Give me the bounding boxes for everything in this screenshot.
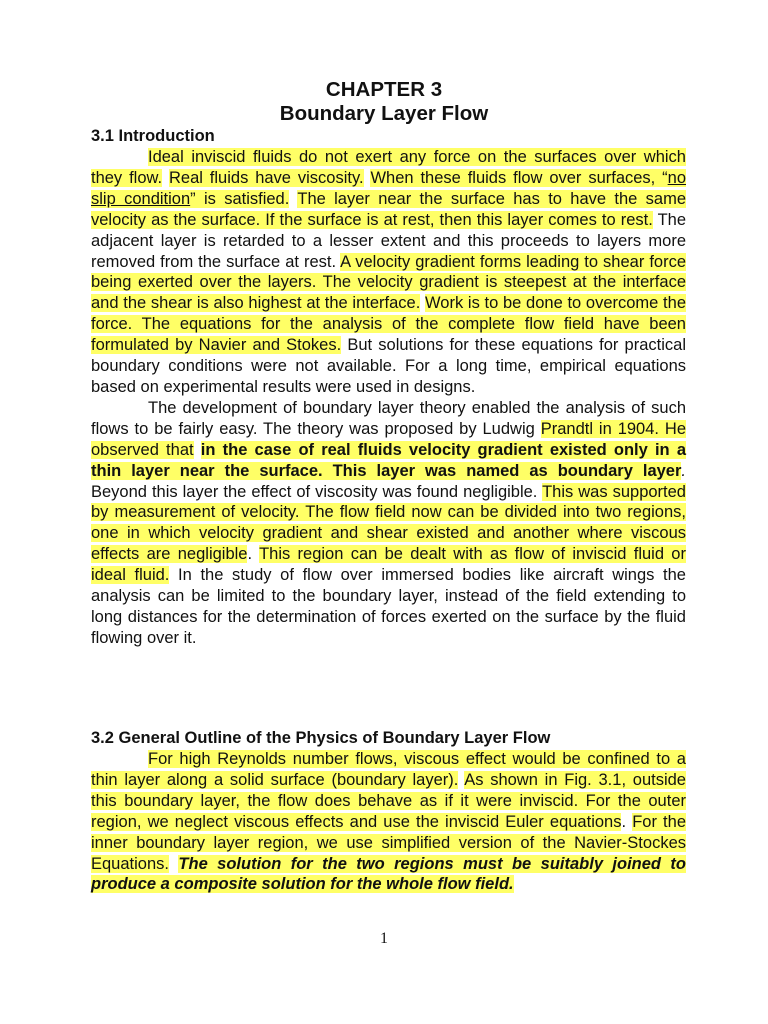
section-physics-outline-body: [91, 749, 686, 895]
text-run: Beyond this layer the effect of viscosity was found negligible.: [91, 482, 538, 501]
highlighted-text: A velocity gradient forms leading to shear force being exerted over the layers. The velocity gradient is steepest at the interface and the shear is also highest at the interface.: [91, 252, 686, 313]
underlined-text: no slip condition: [91, 168, 686, 208]
text-run: ” is satisfied.: [190, 189, 290, 208]
section-heading-introduction: 3.1 Introduction: [91, 127, 215, 145]
highlighted-text: For high Reynolds number flows, viscous effect would be confined to a thin layer along a solid surface (boundary layer).: [91, 750, 686, 789]
text-run: The adjacent layer is retarded to a lesser extent and this proceeds to layers more removed from the surface at rest.: [91, 210, 686, 271]
highlighted-text: For the inner boundary layer region, we use simplified version of the Navier-Stockes Equations.: [91, 812, 686, 873]
paragraph: [91, 147, 686, 398]
highlighted-text: This region can be dealt with as flow of inviscid fluid or ideal fluid.: [91, 545, 686, 585]
highlighted-text: Ideal inviscid fluids do not exert any force on the surfaces over which they flow.: [91, 148, 686, 187]
text-run: .: [681, 461, 686, 480]
text-run: When these fluids flow over surfaces, “: [370, 168, 668, 187]
highlighted-text: This was supported by measurement of velocity. The flow field now can be divided into two regions, one in which velocity gradient and shear existed and another where viscous effects are negligible: [91, 482, 686, 564]
page-number: 1: [380, 930, 388, 947]
highlighted-text: Work is to be done to overcome the force. The equations for the analysis of the complete flow field have been formulated by Navier and Stokes.: [91, 294, 686, 355]
paragraph: [91, 398, 686, 649]
section-introduction-body: [91, 147, 686, 649]
chapter-title: Boundary Layer Flow: [279, 102, 489, 125]
highlighted-text: Prandtl in 1904. He observed that: [91, 419, 686, 459]
highlighted-text: The layer near the surface has to have the same velocity as the surface. If the surface is at rest, then this layer comes to rest.: [91, 189, 686, 229]
highlighted-text: Real fluids have viscosity.: [168, 168, 364, 187]
bold-italic-highlighted-text: The solution for the two regions must be suitably joined to produce a composite solution for the whole flow field.: [91, 854, 686, 894]
text-run: In the study of flow over immersed bodies like aircraft wings the analysis can be limited to the boundary layer, instead of the field extending to long distances for the determination of forces exerted on the surface by the fluid flowing over it.: [91, 566, 686, 647]
text-run: .: [247, 545, 253, 564]
paragraph: [91, 749, 686, 895]
section-heading-physics-outline: 3.2 General Outline of the Physics of Boundary Layer Flow: [91, 729, 551, 747]
text-run: The development of boundary layer theory enabled the analysis of such flows to be fairly easy. The theory was proposed by Ludwig: [91, 398, 686, 438]
text-run: .: [621, 812, 627, 831]
text-run: But solutions for these equations for practical boundary conditions were not available. For a long time, empirical equations based on experimental results were used in designs.: [91, 336, 686, 396]
highlighted-text: As shown in Fig. 3.1, outside this boundary layer, the flow does behave as if it were inviscid. For the outer region, we neglect viscous effects and use the inviscid Euler equations: [91, 770, 686, 831]
bold-highlighted-text: in the case of real fluids velocity gradient existed only in a thin layer near the surface. This layer was named as boundary layer: [91, 440, 686, 480]
chapter-label: CHAPTER 3: [325, 78, 443, 101]
